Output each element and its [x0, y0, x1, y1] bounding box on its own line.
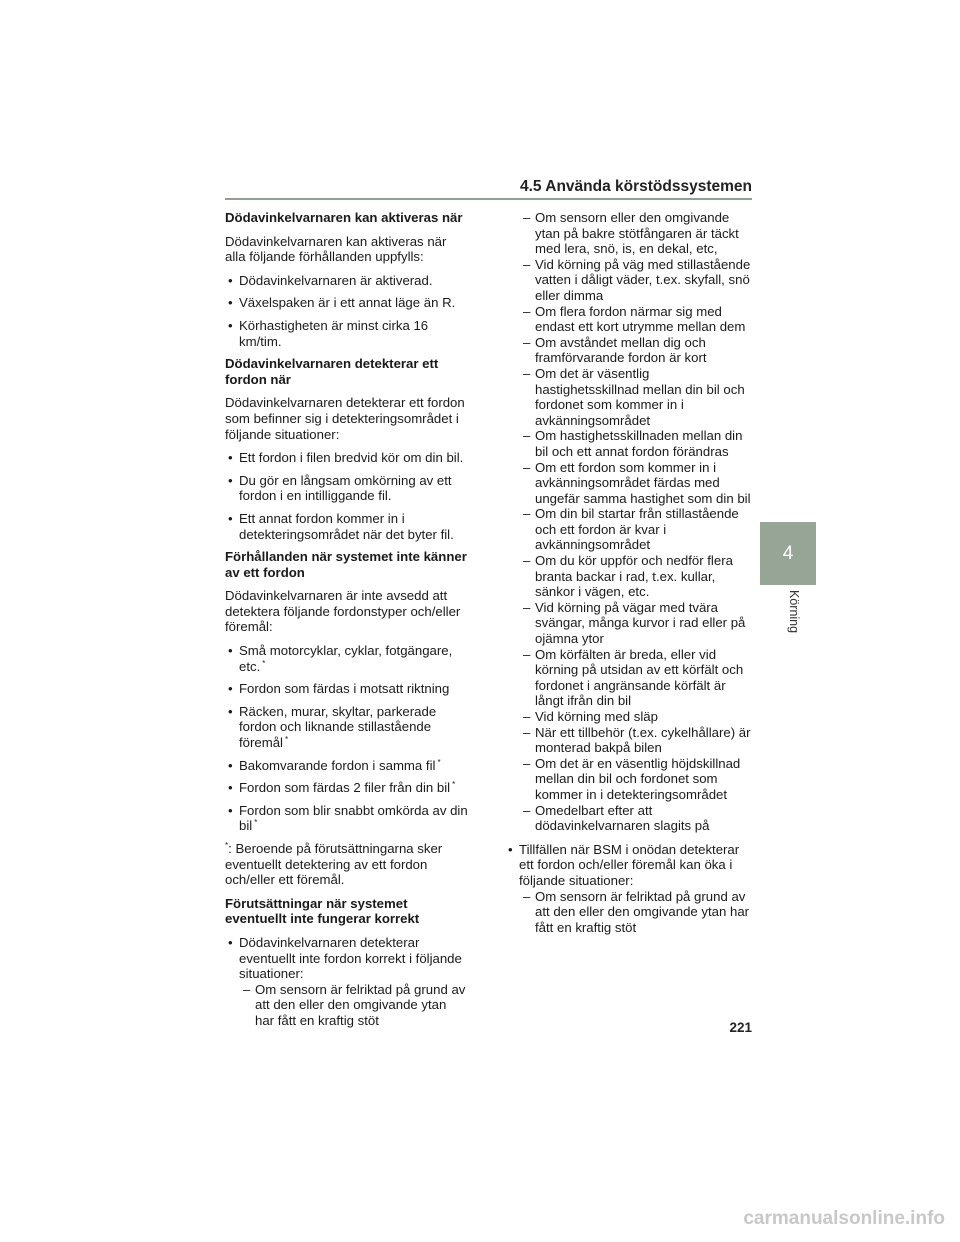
dash-item: – Om körfälten är breda, eller vid körning på utsidan av ett körfält och fordonet i angränsande körfält är långt ifrån din bil: [505, 647, 753, 709]
dash-item: – När ett tillbehör (t.ex. cykelhållare) är monterad bakpå bilen: [505, 725, 753, 756]
chapter-tab: 4: [760, 522, 816, 585]
dash-item: – Om sensorn är felriktad på grund av att den eller den omgivande ytan har fått en kraftig stöt: [505, 889, 753, 936]
right-column: [505, 210, 753, 935]
list-item: • Körhastigheten är minst cirka 16 km/tim.: [225, 318, 469, 349]
list-item: • Dödavinkelvarnaren detekterar eventuellt inte fordon korrekt i följande situationer:: [225, 935, 469, 982]
list-item: • Fordon som färdas i motsatt riktning: [225, 681, 469, 697]
list-item: • Bakomvarande fordon i samma fil *: [225, 758, 469, 774]
asterisk-mark: *: [284, 735, 289, 745]
paragraph-activation: Dödavinkelvarnaren kan aktiveras när alla följande förhållanden uppfylls:: [225, 233, 447, 265]
dash-item: – Om det är väsentlig hastighetsskillnad mellan din bil och fordonet som kommer in i avkänningsområdet: [505, 366, 753, 428]
page-number: 221: [729, 1020, 752, 1035]
list-item: • Du gör en långsam omkörning av ett fordon i en intilliggande fil.: [225, 473, 469, 504]
asterisk-mark: *: [262, 658, 266, 668]
watermark: carmanualsonline.info: [743, 1208, 945, 1229]
chapter-label: Körning: [787, 590, 801, 634]
asterisk-mark: *: [254, 818, 258, 828]
list-item: • Ett fordon i filen bredvid kör om din bil.: [225, 450, 469, 466]
asterisk-mark: *: [225, 841, 229, 850]
dash-item: – Om hastighetsskillnaden mellan din bil och ett annat fordon förändras: [505, 428, 753, 459]
dash-item: – Vid körning med släp: [505, 709, 753, 725]
heading-limitations: Förutsättningar när systemet eventuellt inte fungerar korrekt: [225, 895, 420, 927]
list-item: • Växelspaken är i ett annat läge än R.: [225, 295, 469, 311]
header-rule: [225, 198, 752, 200]
heading-detection: Dödavinkelvarnaren detekterar ett fordon när: [225, 356, 439, 387]
dash-item: – Om din bil startar från stillastående och ett fordon är kvar i avkänningsområdet: [505, 506, 753, 553]
asterisk-mark: *: [452, 780, 456, 790]
section-header: 4.5 Använda körstödssystemen: [519, 178, 752, 195]
dash-item: – Om sensorn är felriktad på grund av att den eller den omgivande ytan har fått en kraftig stöt: [225, 982, 469, 1029]
asterisk-mark: *: [437, 757, 441, 767]
dash-item: – Omedelbart efter att dödavinkelvarnaren slagits på: [505, 803, 753, 834]
list-item: • Ett annat fordon kommer in i detekteringsområdet när det byter fil.: [225, 511, 469, 542]
dash-item: – Om det är en väsentlig höjdskillnad mellan din bil och fordonet som kommer in i detekteringsområdet: [505, 756, 753, 803]
dash-item: – Om avståndet mellan dig och framförvarande fordon är kort: [505, 335, 753, 366]
dash-item: – Om flera fordon närmar sig med endast ett kort utrymme mellan dem: [505, 304, 753, 335]
dash-item: – Vid körning på väg med stillastående vatten i dåligt väder, t.ex. skyfall, snö eller dimma: [505, 257, 753, 304]
list-item: • Räcken, murar, skyltar, parkerade fordon och liknande stillastående föremål *: [225, 704, 469, 751]
list-item: • Små motorcyklar, cyklar, fotgängare, etc. *: [225, 643, 469, 674]
heading-activation: Dödavinkelvarnaren kan aktiveras när: [225, 210, 463, 225]
list-item: • Fordon som färdas 2 filer från din bil *: [225, 780, 469, 796]
list-item: • Dödavinkelvarnaren är aktiverad.: [225, 273, 469, 289]
dash-item: – Vid körning på vägar med tvära svängar, många kurvor i rad eller på ojämna ytor: [505, 600, 753, 647]
list-item: • Tillfällen när BSM i onödan detekterar ett fordon och/eller föremål kan öka i följande situationer:: [505, 842, 753, 889]
dash-item: – Om du kör uppför och nedför flera branta backar i rad, t.ex. kullar, sänkor i vägen, etc.: [505, 553, 753, 600]
heading-not-detected: Förhållanden när systemet inte känner av ett fordon: [225, 549, 467, 580]
paragraph-not-detected: Dödavinkelvarnaren är inte avsedd att detektera följande fordonstyper och/eller föremål:: [225, 588, 461, 635]
paragraph-detection: Dödavinkelvarnaren detekterar ett fordon som befinner sig i detekteringsområdet i följande situationer:: [225, 395, 465, 442]
footnote: *: Beroende på förutsättningarna sker eventuellt detektering av ett fordon och/eller ett föremål.: [225, 841, 443, 888]
dash-item: – Om ett fordon som kommer in i avkänningsområdet färdas med ungefär samma hastighet som din bil: [505, 460, 753, 507]
dash-item: – Om sensorn eller den omgivande ytan på bakre stötfångaren är täckt med lera, snö, is, en dekal, etc,: [505, 210, 753, 257]
list-item: • Fordon som blir snabbt omkörda av din bil *: [225, 803, 469, 834]
left-column: [225, 210, 469, 1029]
